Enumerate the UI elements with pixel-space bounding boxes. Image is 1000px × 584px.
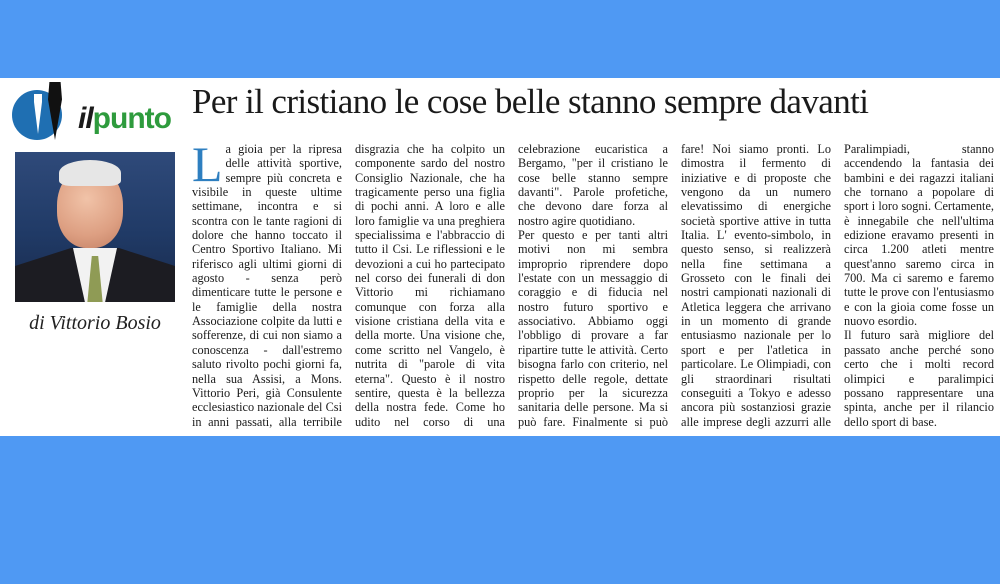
author-photo xyxy=(15,152,175,302)
article-body xyxy=(192,136,994,432)
column-title xyxy=(78,102,171,136)
column-name: punto xyxy=(92,102,171,135)
column-masthead xyxy=(8,84,178,144)
author-byline: di Vittorio Bosio xyxy=(29,312,161,334)
article-paragraph: Il futuro sarà migliore del passato anche perché sono certo che i molti record olimpici e paralimpici possano rappresentare una spinta, anche per il rilancio dello sport di base. xyxy=(844,328,994,429)
newspaper-clipping xyxy=(0,78,1000,436)
article-paragraph: Per questo e per tanti altri motivi non mi sembra improprio riprendere dopo l'estate con un messaggio di coraggio e di fiducia nel nostro futuro sportivo e associativo. Abbiamo oggi l'obbligo di provare a far ripartire tutte le attività. Certo bisogna farlo con criterio, nel rispetto delle regole, dettate proprio per la sicurezza sanitaria delle persone. Ma si può fare. Finalmente si può fare! Noi siamo pronti. Lo dimostra il fermento di iniziative e di proposte che vengono da un numero elevatissimo di energiche società sportive attive in tutta Italia. L' evento-simbolo, in questo senso, si realizzerà nella fine settimana a Grosseto con le finali dei nostri campionati nazionali di Atletica leggera che arrivano in un momento di grande entusiasmo nazionale per lo sport e per l'atletica in particolare. Le Olimpiadi, con gli straordinari risultati conseguiti a Tokyo e adesso ancora più sostanziosi grazie alle imprese degli azzurri alle Paralimpiadi, stanno accendendo la fantasia dei bambini e dei ragazzi italiani che tornano a popolare di sport i loro sogni. Certamente, è innegabile che nell'ultima edizione eravamo presenti in circa 1.200 atleti mentre quest'anno saremo circa in 700. Ma ci saremo e faremo tutte le prove con l'entusiasmo e con la gioia come fosse un nuovo esordio. xyxy=(518,142,994,429)
column-prefix: il xyxy=(78,102,93,135)
article-headline: Per il cristiano le cose belle stanno sempre davanti xyxy=(192,82,869,121)
article-paragraph: La gioia per la ripresa delle attività sportive, sempre più concreta e visibile in queste ultime settimane, incontra e si scontra con le tante ragioni di dolore che hanno toccato il Centro Sportivo Italiano. Mi riferisco agli ultimi giorni di agosto - senza però dimenticare tutte le persone e le famiglie della nostra Associazione colpite da lutti e sofferenze, di cui non siamo a conoscenza - dall'estremo saluto rivolto pochi giorni fa, nella sua Assisi, a Mons. Vittorio Peri, già Consulente ecclesiastico nazionale del Csi in anni passati, alla terribile disgrazia che ha colpito un componente sardo del nostro Consiglio Nazionale, che ha tragicamente perso una figlia di pochi anni. A loro e alle loro famiglie va una preghiera specialissima e l'abbraccio di tutto il Csi. Le riflessioni e le devozioni a cui ho partecipato nel corso dei funerali di don Vittorio mi richiamano comunque con forza alla visione cristiana della vita e della morte. Una visione che, come scritto nel Vangelo, è nutrita di "parole di vita eterna". Questo è il nostro sentire, questa è la bellezza della nostra fede. Come ho udito nel corso di una celebrazione eucaristica a Bergamo, "per il cristiano le cose belle stanno sempre davanti". Parole profetiche, che devono dare forza al nostro agire quotidiano. xyxy=(192,136,668,429)
drop-cap: L xyxy=(192,136,223,192)
